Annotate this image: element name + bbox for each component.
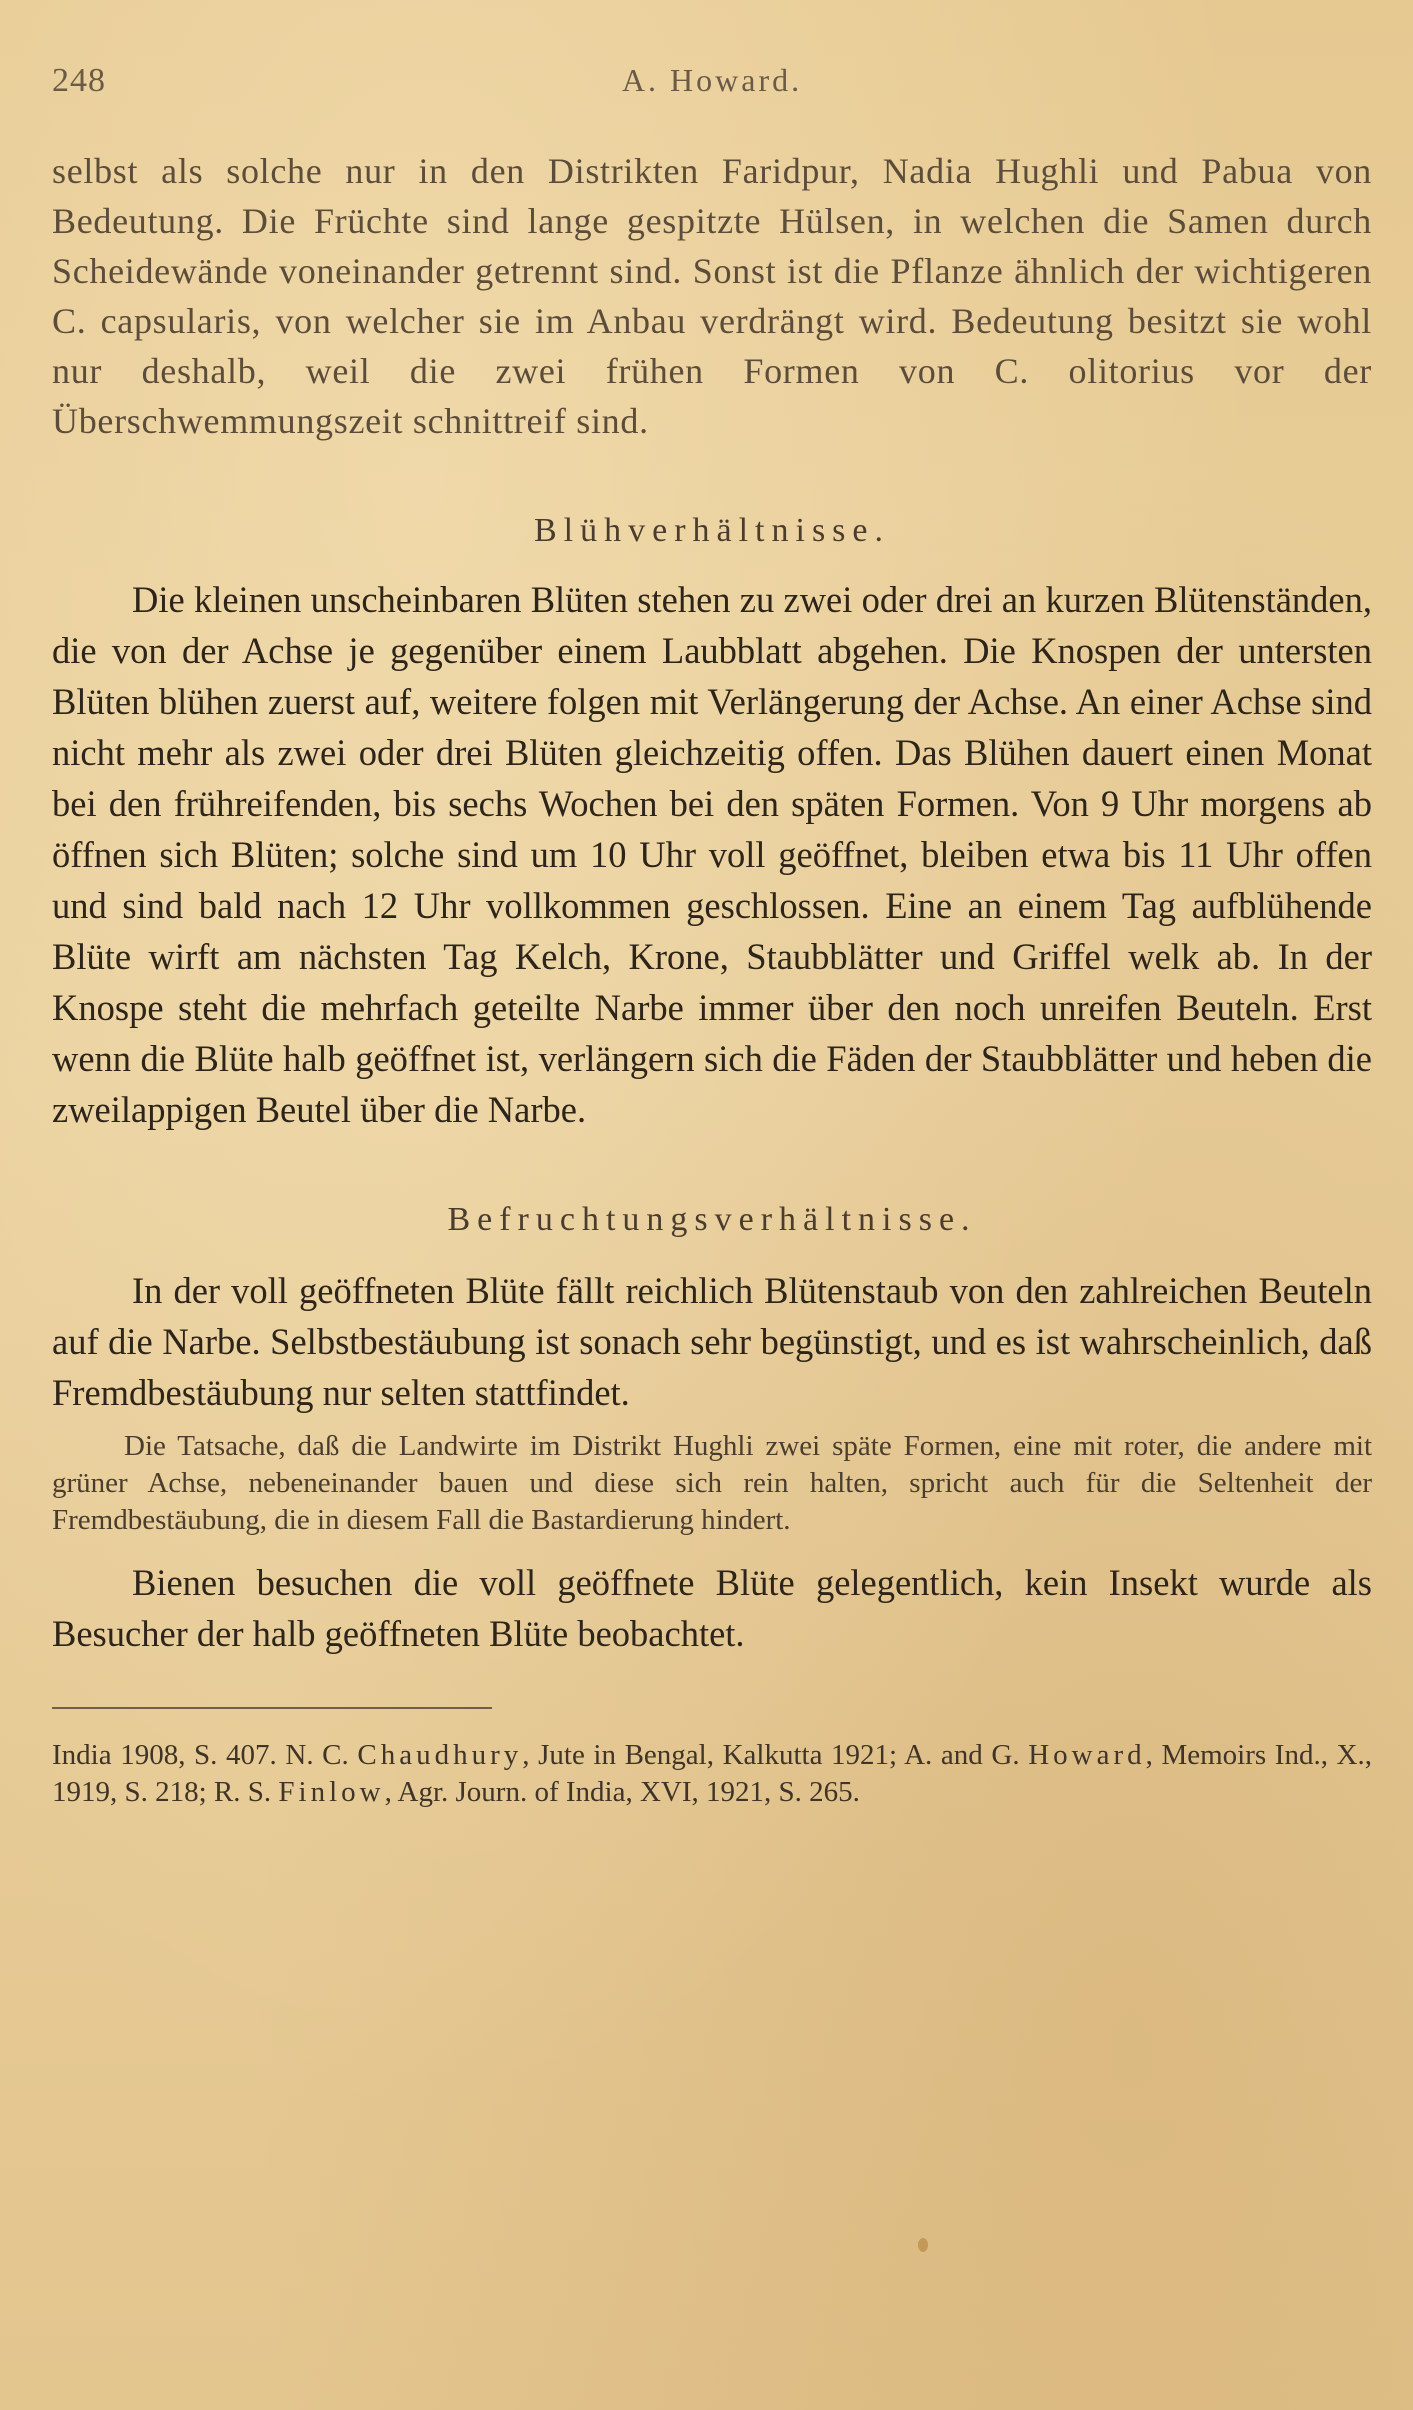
paragraph-befruchtung: In der voll geöffneten Blüte fällt reichlich Blütenstaub von den zahlreichen Beuteln auf die Narbe. Selbstbestäubung ist sonach sehr begünstigt, und es ist wahrscheinlich, daß Fremdbestäubung nur selten stattfindet.	[52, 1270, 1372, 1413]
running-header	[52, 62, 1372, 114]
footnote-rule	[52, 1707, 492, 1709]
page-number: 248	[52, 62, 106, 99]
reference-text: , Agr. Journ. of India, XVI, 1921, S. 265.	[384, 1776, 860, 1808]
section-heading-bluehverhaeltnisse: Blühverhältnisse.	[533, 512, 891, 549]
reference-author: Chaudhury	[357, 1739, 523, 1771]
small-print-note: Die Tatsache, daß die Landwirte im Distrikt Hughli zwei späte Formen, eine mit roter, die andere mit grüner Achse, nebeneinander bauen und diese sich rein halten, spricht auch für die Seltenheit der Fremdbestäubung, die in diesem Fall die Bastardierung hindert.	[52, 1430, 1372, 1536]
paper-spot	[918, 2238, 928, 2252]
section-heading-befruchtungsverhaeltnisse: Befruchtungsverhältnisse.	[447, 1201, 977, 1238]
reference-author: Howard	[1028, 1739, 1146, 1771]
reference-text: India 1908, S. 407. N. C.	[52, 1739, 358, 1771]
reference-text: , Memoirs Ind., X., 1919, S. 218; R. S.	[52, 1739, 1372, 1808]
page-content	[52, 62, 1372, 1811]
paragraph-continued: selbst als solche nur in den Distrikten Faridpur, Nadia Hughli und Pabua von Bedeutung. Die Früchte sind lange gespitzte Hülsen, in welchen die Samen durch Scheidewände voneinander getrennt sind. Sonst ist die Pflanze ähnlich der wichtigeren C. capsularis, von welcher sie im Anbau verdrängt wird. Bedeutung besitzt sie wohl nur deshalb, weil die zwei frühen Formen von C. olitorius vor der Überschwemmungszeit schnittreif sind.	[52, 151, 1372, 441]
paragraph-bluehverhaeltnisse: Die kleinen unscheinbaren Blüten stehen zu zwei oder drei an kurzen Blütenständen, die von der Achse je gegenüber einem Laubblatt abgehen. Die Knospen der untersten Blüten blühen zuerst auf, weitere folgen mit Verlängerung der Achse. An einer Achse sind nicht mehr als zwei oder drei Blüten gleichzeitig offen. Das Blühen dauert einen Monat bei den frühreifenden, bis sechs Wochen bei den späten Formen. Von 9 Uhr morgens ab öffnen sich Blüten; solche sind um 10 Uhr voll geöffnet, bleiben etwa bis 11 Uhr offen und sind bald nach 12 Uhr vollkommen geschlossen. Eine an einem Tag aufblühende Blüte wirft am nächsten Tag Kelch, Krone, Staubblätter und Griffel welk ab. In der Knospe steht die mehrfach geteilte Narbe immer über den noch unreifen Beuteln. Erst wenn die Blüte halb geöffnet ist, verlängern sich die Fäden der Staubblätter und heben die zweilappigen Beutel über die Narbe.	[52, 579, 1372, 1130]
reference-text: , Jute in Bengal, Kalkutta 1921; A. and G.	[522, 1739, 1029, 1771]
reference-author: Finlow	[278, 1776, 385, 1808]
paragraph-bienen: Bienen besuchen die voll geöffnete Blüte gelegentlich, kein Insekt wurde als Besucher der halb geöffneten Blüte beobachtet.	[52, 1562, 1372, 1654]
running-title: A. Howard.	[621, 62, 803, 98]
references	[52, 1737, 1372, 1811]
